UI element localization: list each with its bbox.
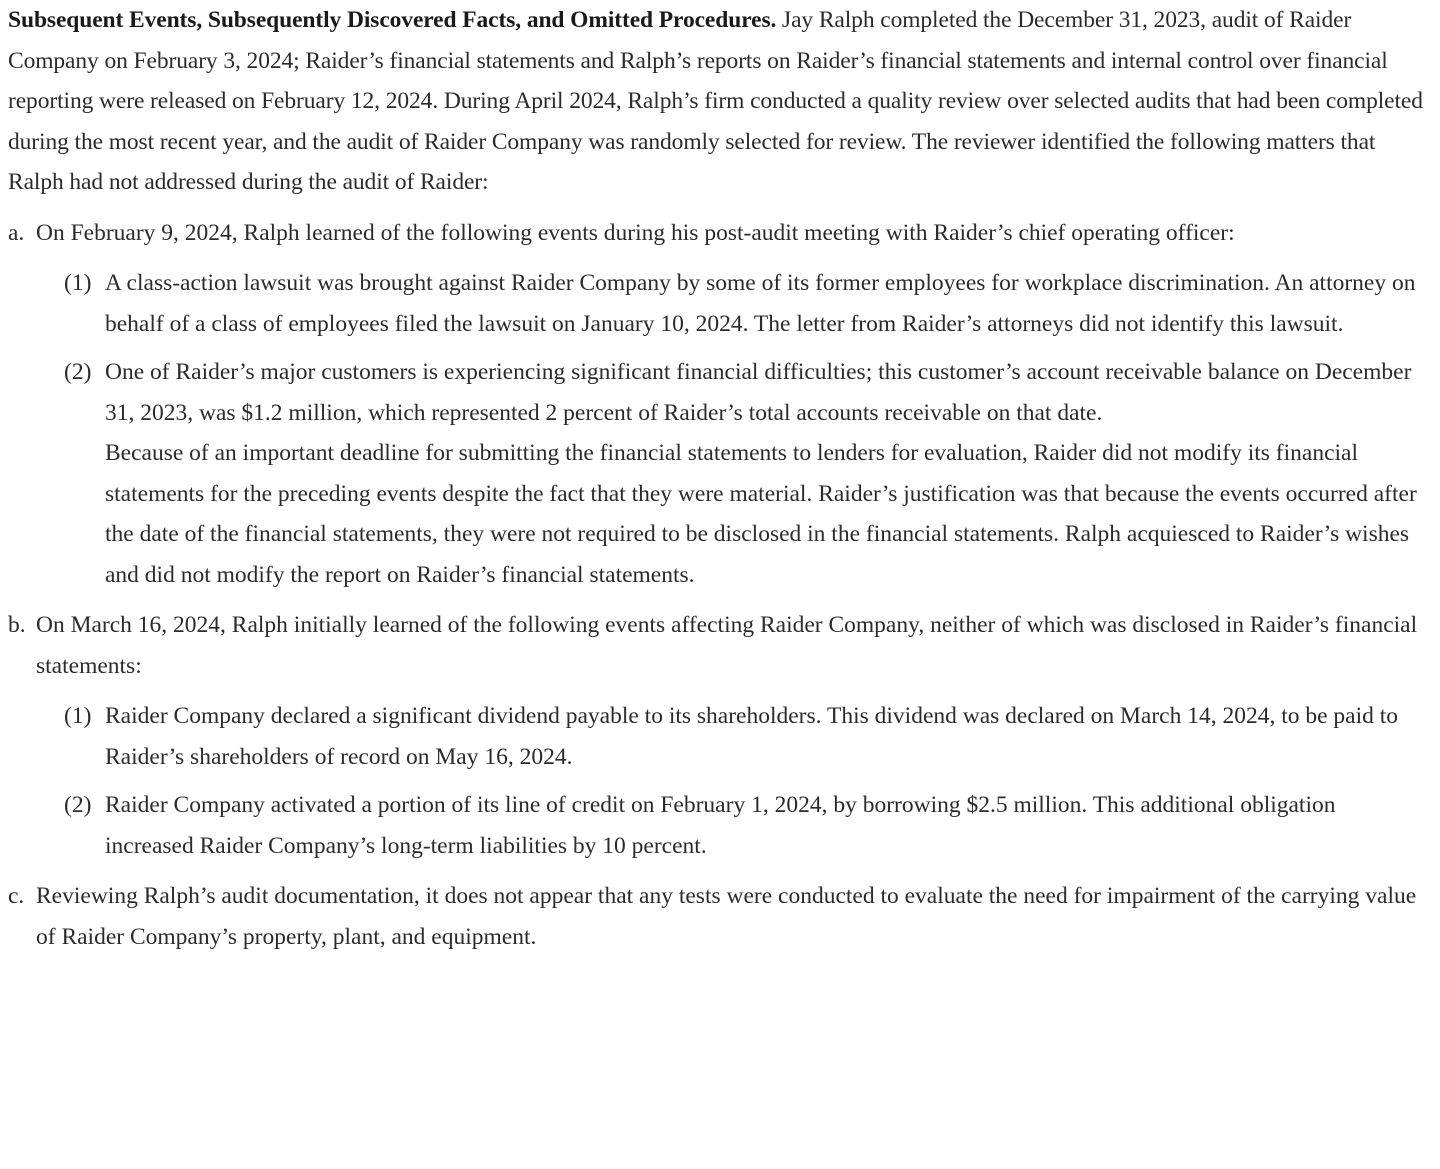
- list-marker: c.: [8, 883, 25, 909]
- list-item-text: Reviewing Ralph’s audit documentation, it does not appear that any tests were conducted to evaluate the need for impairment of the carrying value of Raider Company’s property, plant, and equipment.: [36, 883, 1417, 950]
- intro-paragraph: [8, 0, 1430, 203]
- sublist-item-text: Raider Company activated a portion of its line of credit on February 1, 2024, by borrowing $2.5 million. This additional obligation increased Raider Company’s long-term liabilities by 10 percent.: [105, 792, 1336, 859]
- list-marker: a.: [8, 219, 25, 246]
- sublist-item: [8, 696, 1430, 777]
- intro-text: Jay Ralph completed the December 31, 2023, audit of Raider Company on February 3, 2024; Raider’s financial statements and Ralph’s reports on Raider’s financial statements and internal control over financial reporting were released on February 12, 2024. During April 2024, Ralph’s firm conducted a quality review over selected audits that had been completed during the most recent year, and the audit of Raider Company was randomly selected for review. The reviewer identified the following matters that Ralph had not addressed during the audit of Raider:: [8, 7, 1423, 195]
- sublist-item: [8, 352, 1430, 433]
- list-item-a: [8, 213, 1430, 254]
- sublist-item: [8, 785, 1430, 866]
- sublist-item-text: One of Raider’s major customers is experiencing significant financial difficulties; this customer’s account receivable balance on December 31, 2023, was $1.2 million, which represented 2 percent of Raider’s total accounts receivable on that date.: [105, 359, 1412, 426]
- sublist-item-text: A class-action lawsuit was brought against Raider Company by some of its former employees for workplace discrimination. An attorney on behalf of a class of employees filed the lawsuit on January 10, 2024. The letter from Raider’s attorneys did not identify this lawsuit.: [105, 270, 1416, 337]
- sublist-marker: (2): [64, 792, 92, 818]
- section-heading: Subsequent Events, Subsequently Discovered Facts, and Omitted Procedures.: [8, 7, 777, 33]
- sublist-note: Because of an important deadline for submitting the financial statements to lenders for evaluation, Raider did not modify its financial statements for the preceding events despite the fact that they were material. Raider’s justification was that because the events occurred after the date of the financial statements, they were not required to be disclosed in the financial statements. Ralph acquiesced to Raider’s wishes and did not modify the report on Raider’s financial statements.: [105, 440, 1417, 588]
- sublist-marker: (2): [64, 359, 92, 385]
- list-item-c: [8, 876, 1430, 957]
- list-marker: b.: [8, 612, 26, 638]
- sublist-marker: (1): [64, 270, 92, 296]
- list-item-text: On March 16, 2024, Ralph initially learned of the following events affecting Raider Company, neither of which was disclosed in Raider’s financial statements:: [36, 612, 1418, 679]
- sublist-item-text: Raider Company declared a significant dividend payable to its shareholders. This dividend was declared on March 14, 2024, to be paid to Raider’s shareholders of record on May 16, 2024.: [105, 703, 1399, 770]
- sublist-item: [8, 263, 1430, 344]
- sublist-marker: (1): [64, 703, 92, 729]
- list-item-text: On February 9, 2024, Ralph learned of the following events during his post-audit meeting with Raider’s chief operating officer:: [36, 219, 1235, 246]
- sublist-a: [8, 263, 1430, 595]
- sublist-b: [8, 696, 1430, 866]
- list-item-b: [8, 605, 1430, 686]
